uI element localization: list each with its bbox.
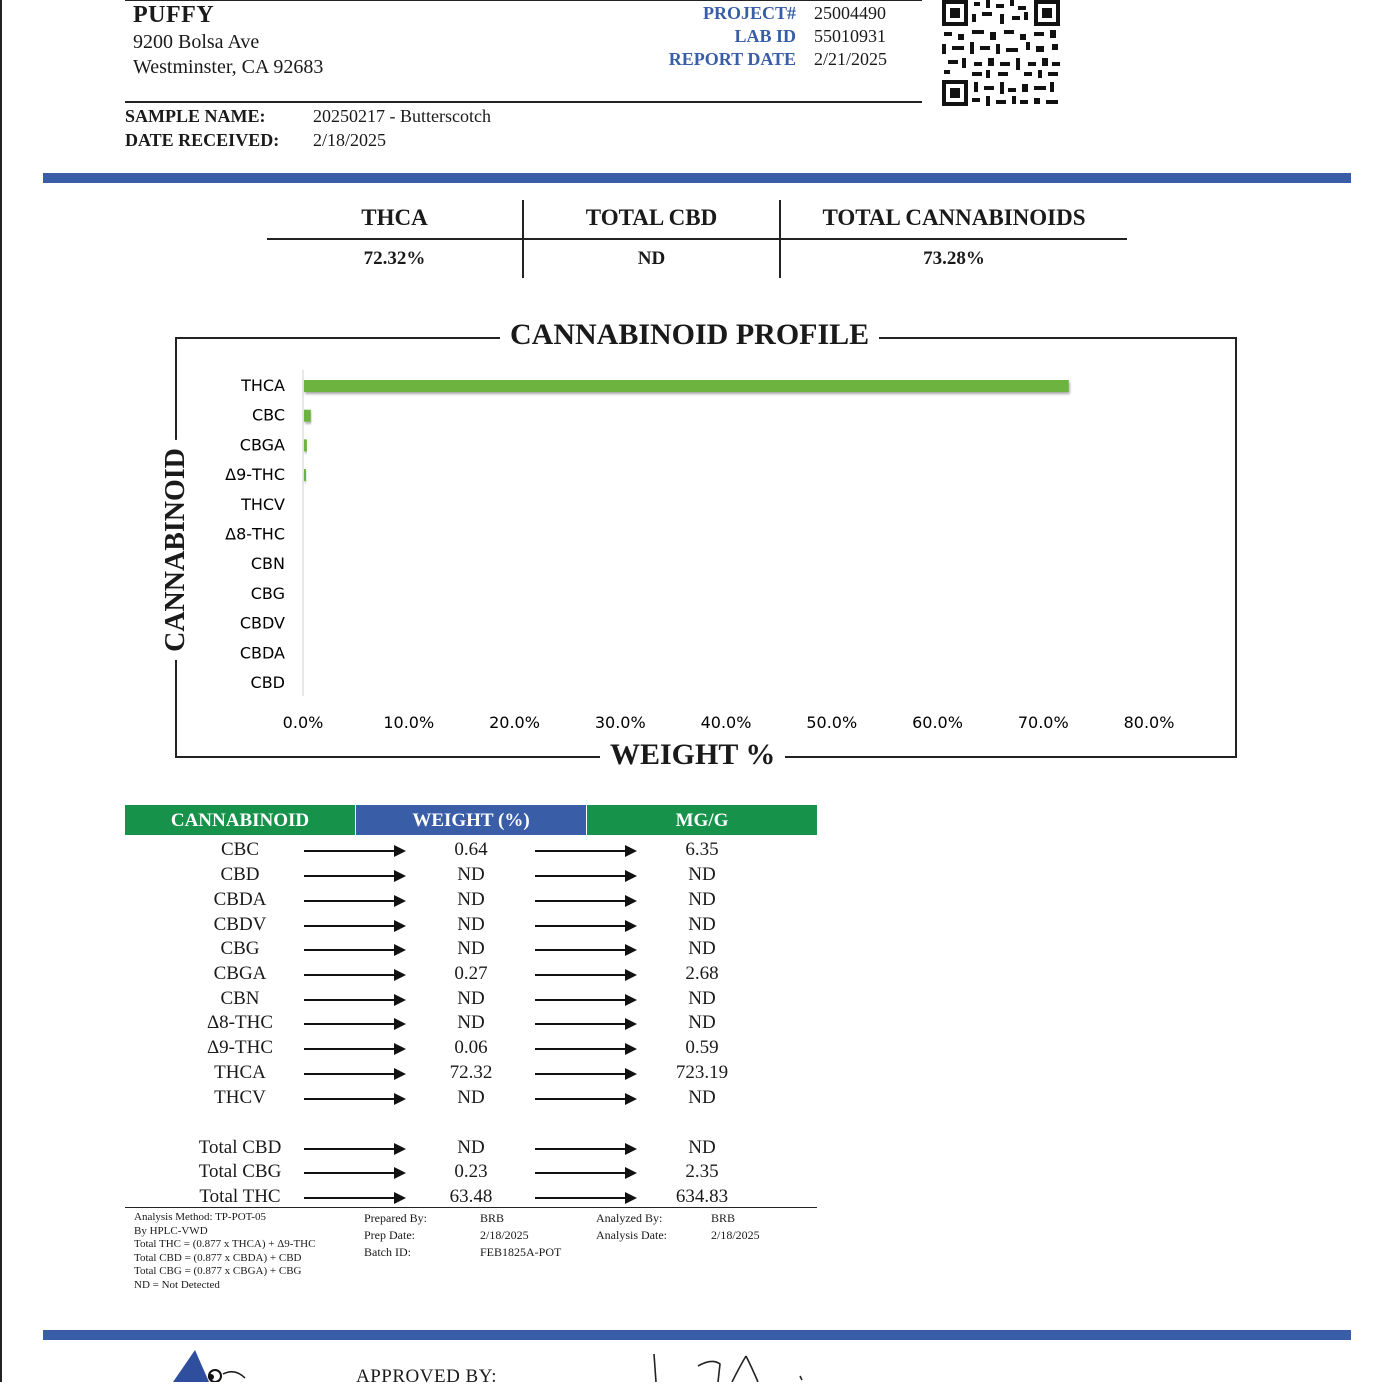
prepared-by-value: BRB [480,1211,505,1225]
row-arrow-icon [535,925,635,927]
row-arrow-icon [535,999,635,1001]
method-note-line: By HPLC-VWD [134,1224,208,1237]
analysis-date-value: 2/18/2025 [711,1228,760,1242]
header-divider [125,101,922,103]
summary-thca-value: 72.32% [363,248,426,269]
row-arrow-icon [535,850,635,852]
row-arrow-icon [535,1197,635,1199]
table-row-weight: 0.06 [454,1037,488,1058]
table-total-row-mgg: 2.35 [685,1161,719,1182]
batch-id-value: FEB1825A-POT [480,1245,562,1259]
chart-category-label: CBDV [239,613,285,633]
row-arrow-icon [304,875,404,877]
chart-x-tick-label: 10.0% [383,713,435,732]
lab-id-label: LAB ID [734,26,796,46]
chart-category-label: Δ8-THC [225,524,285,544]
chart-category-label: CBD [250,673,285,692]
table-row-weight: ND [457,938,485,959]
cannabinoid-bar-chart [200,360,1220,740]
chart-category-label: CBN [250,554,285,574]
table-row-mgg: 2.68 [685,963,719,984]
bottom-accent-bar [43,1330,1351,1340]
top-accent-bar [43,173,1351,183]
table-total-row-name: Total THC [199,1186,281,1207]
prep-labels [364,1210,427,1261]
summary-thca-label: THCA [361,205,428,230]
chart-y-axis-title: CANNABINOID [160,440,192,660]
table-header-mgg: MG/G [587,805,817,835]
date-received-value: 2/18/2025 [313,130,387,150]
analysis-date-label: Analysis Date: [596,1228,667,1242]
table-row-name: THCV [214,1087,266,1108]
row-arrow-icon [535,1023,635,1025]
row-arrow-icon [304,974,404,976]
table-total-row-mgg: 634.83 [675,1186,729,1207]
chart-category-label: Δ9-THC [225,465,285,485]
method-note-line: Total CBD = (0.877 x CBDA) + CBD [134,1251,302,1264]
row-arrow-icon [535,1073,635,1075]
project-label: PROJECT# [702,3,796,23]
row-arrow-icon [304,1148,404,1150]
table-row-weight: 0.27 [454,963,488,984]
table-row-name: CBC [220,839,260,860]
table-row-mgg: ND [688,1012,716,1033]
table-row-weight: 0.64 [454,839,488,860]
summary-total-cbd-label: TOTAL CBD [585,205,718,230]
table-row-mgg: ND [688,938,716,959]
table-row-weight: ND [457,1087,485,1108]
prep-date-label: Prep Date: [364,1228,415,1242]
row-arrow-icon [304,925,404,927]
approver-signature [640,1352,820,1382]
table-row-mgg: 723.19 [675,1062,729,1083]
table-row-mgg: 6.35 [685,839,719,860]
row-arrow-icon [304,1023,404,1025]
table-total-row-name: Total CBD [198,1137,282,1158]
chart-bar [304,469,306,481]
table-row-name: CBDA [213,889,267,910]
table-row-name: Δ9-THC [206,1037,274,1058]
date-received-label: DATE RECEIVED: [125,130,280,150]
row-arrow-icon [304,1098,404,1100]
project-value: 25004490 [814,3,886,23]
table-row-name: CBD [220,864,260,885]
chart-title: CANNABINOID PROFILE [500,318,879,352]
company-address-line2: Westminster, CA 92683 [133,56,324,78]
company-address-line1: 9200 Bolsa Ave [133,31,260,53]
chart-x-tick-label: 40.0% [700,713,752,732]
sample-name-label: SAMPLE NAME: [125,106,266,126]
summary-total-cannabinoids-value: 73.28% [923,248,985,269]
analyzed-by-value: BRB [711,1211,736,1225]
table-row-name: CBG [220,938,260,959]
row-arrow-icon [535,949,635,951]
table-row-name: CBGA [213,963,267,984]
table-row-name: Δ8-THC [206,1012,274,1033]
chart-bar [304,380,1069,392]
row-arrow-icon [304,999,404,1001]
report-date-label: REPORT DATE [668,49,796,69]
table-row-weight: ND [457,864,485,885]
row-arrow-icon [304,1073,404,1075]
chart-x-tick-label: 60.0% [912,713,963,732]
chart-category-label: CBG [250,583,285,603]
chart-bar [304,410,311,422]
table-row-mgg: ND [688,864,716,885]
batch-id-label: Batch ID: [364,1245,411,1259]
table-row-mgg: ND [688,988,716,1009]
table-row-mgg: ND [688,889,716,910]
table-row-name: THCA [214,1062,266,1083]
table-row-weight: ND [457,914,485,935]
chart-x-axis-title: WEIGHT % [600,738,785,772]
table-total-row-name: Total CBG [198,1161,282,1182]
table-row-mgg: 0.59 [685,1037,719,1058]
chart-x-tick-label: 50.0% [806,713,858,732]
prepared-by-label: Prepared By: [364,1211,427,1225]
table-header-cannabinoid: CANNABINOID [125,805,355,835]
summary-divider [267,238,1127,240]
row-arrow-icon [304,1048,404,1050]
chart-category-label: CBDA [239,643,285,663]
table-header-weight: WEIGHT (%) [356,805,586,835]
row-arrow-icon [304,850,404,852]
prep-values [480,1210,561,1261]
page-left-border [0,0,2,1382]
header-top-rule [125,0,922,1]
prep-date-value: 2/18/2025 [480,1228,529,1242]
method-note-line: Analysis Method: TP-POT-05 [134,1211,267,1223]
chart-category-label: THCA [241,376,285,395]
analysis-values [711,1210,760,1244]
row-arrow-icon [535,1148,635,1150]
chart-x-tick-label: 0.0% [282,713,324,732]
row-arrow-icon [304,900,404,902]
chart-bar [304,439,307,451]
method-notes [134,1211,315,1292]
row-arrow-icon [535,875,635,877]
table-row-mgg: ND [688,914,716,935]
report-date-value: 2/21/2025 [814,49,888,69]
lab-id-value: 55010931 [814,26,886,46]
row-arrow-icon [535,1098,635,1100]
table-total-row-mgg: ND [688,1137,716,1158]
method-note-line: Total THC = (0.877 x THCA) + Δ9-THC [134,1238,316,1250]
table-row-name: CBN [220,988,260,1009]
analysis-labels [596,1210,667,1244]
row-arrow-icon [535,1172,635,1174]
chart-x-tick-label: 30.0% [594,713,646,732]
table-footer-rule [125,1207,817,1208]
method-note-line: Total CBG = (0.877 x CBGA) + CBG [134,1265,302,1277]
row-arrow-icon [535,900,635,902]
chart-category-label: CBC [251,405,285,425]
chart-x-tick-label: 80.0% [1123,713,1175,732]
method-note-line: ND = Not Detected [134,1278,220,1291]
analyzed-by-label: Analyzed By: [596,1211,663,1225]
table-row-weight: ND [457,889,485,910]
row-arrow-icon [304,1172,404,1174]
row-arrow-icon [304,949,404,951]
table-row-weight: ND [457,988,485,1009]
chart-x-tick-label: 20.0% [489,713,540,732]
chart-x-tick-label: 70.0% [1017,713,1069,732]
row-arrow-icon [304,1197,404,1199]
table-total-row-weight: 0.23 [454,1161,488,1182]
company-name: PUFFY [133,2,215,28]
table-total-row-weight: 63.48 [449,1186,493,1207]
sample-name-value: 20250217 - Butterscotch [313,106,491,126]
chart-category-label: THCV [241,494,285,514]
summary-total-cannabinoids-label: TOTAL CANNABINOIDS [822,205,1086,230]
table-row-weight: ND [457,1012,485,1033]
table-row-mgg: ND [688,1087,716,1108]
row-arrow-icon [535,974,635,976]
row-arrow-icon [535,1048,635,1050]
table-total-row-weight: ND [457,1137,485,1158]
approved-by-label: APPROVED BY: [356,1366,497,1387]
qr-code[interactable] [942,0,1060,108]
table-row-name: CBDV [213,914,267,935]
chart-category-label: CBGA [239,435,285,455]
lab-logo-icon [165,1348,255,1382]
summary-total-cbd-value: ND [637,248,666,269]
table-row-weight: 72.32 [449,1062,493,1083]
